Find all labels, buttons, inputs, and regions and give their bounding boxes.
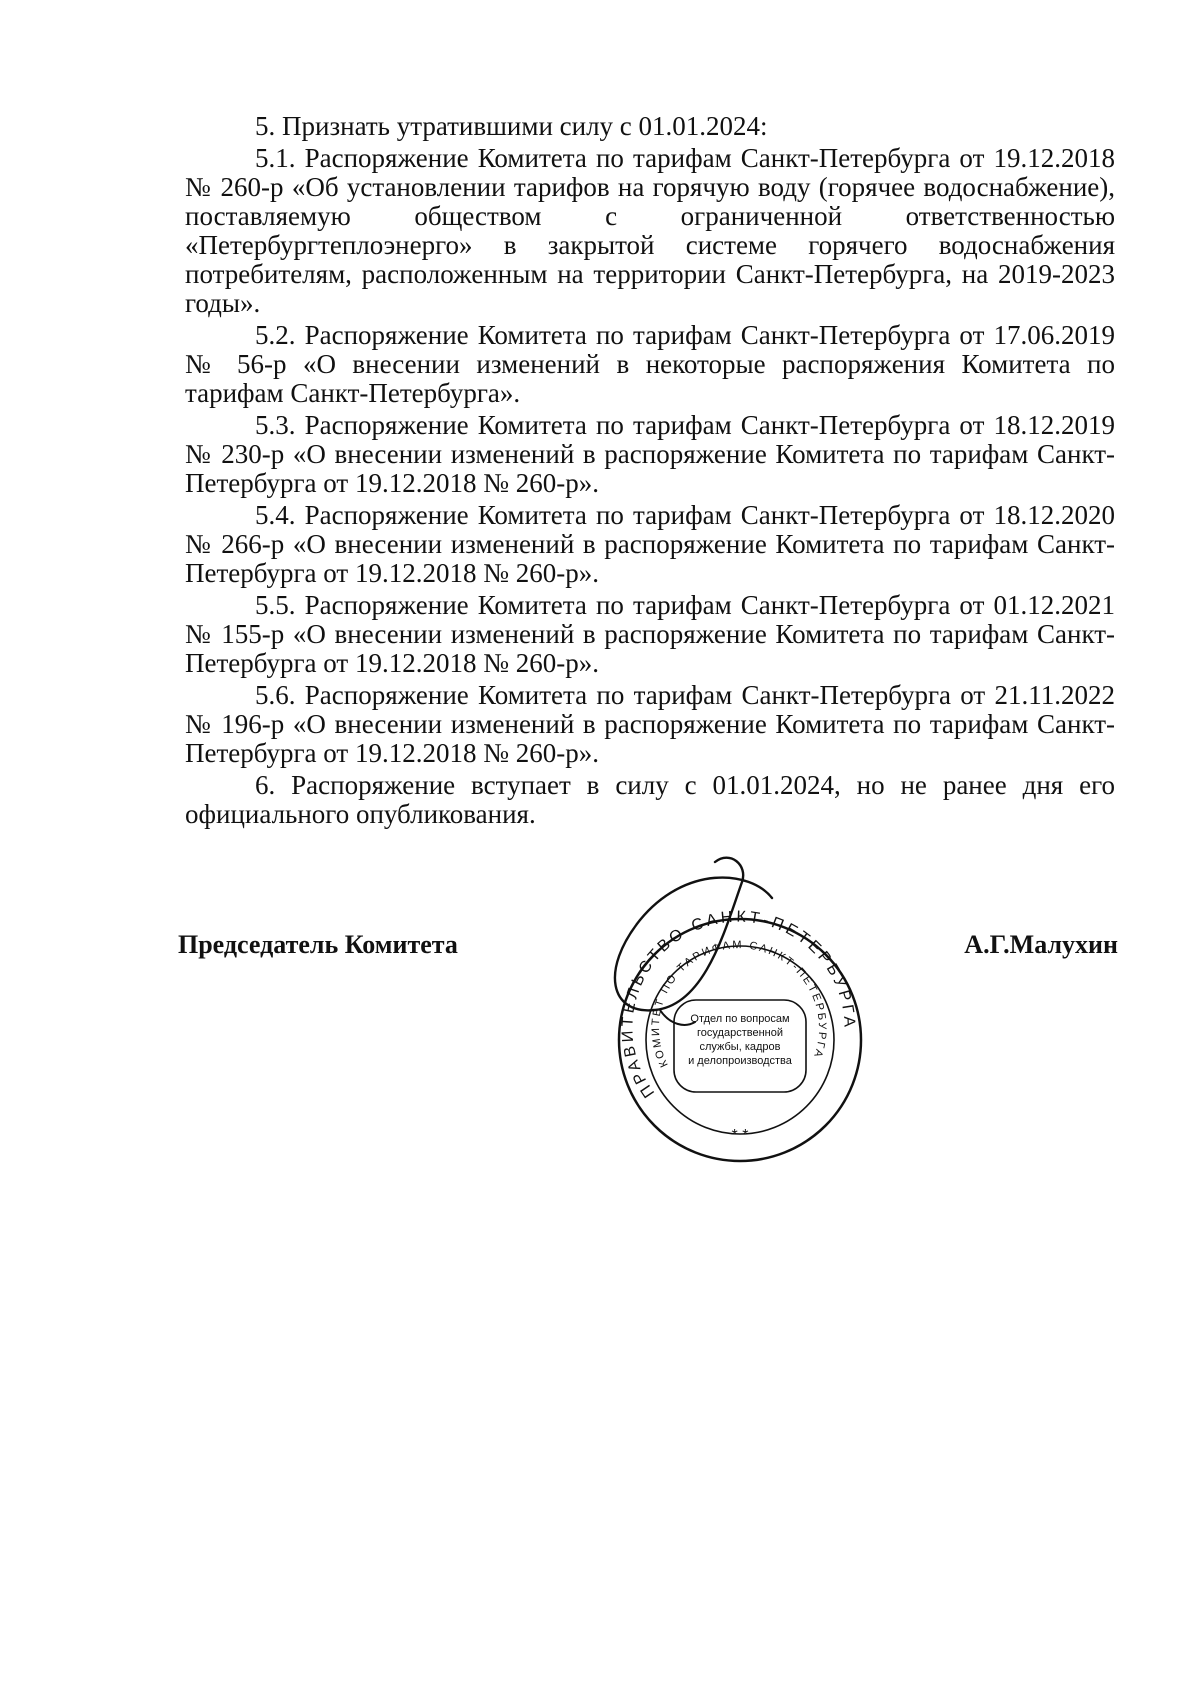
seal-center-line-2: государственной (697, 1027, 783, 1039)
signatory-role: Председатель Комитета (178, 930, 458, 959)
paragraph-5-2: 5.2. Распоряжение Комитета по тарифам Санкт-Петербурга от 17.06.2019 № 56-р «О внесении изменений в некоторые распоряжения Комитета по тарифам Санкт-Петербурга». (185, 320, 1115, 408)
seal-center-line-1: Отдел по вопросам (690, 1013, 790, 1025)
paragraph-5-6: 5.6. Распоряжение Комитета по тарифам Санкт-Петербурга от 21.11.2022 № 196-р «О внесении изменений в распоряжение Комитета по тарифам Санкт-Петербурга от 19.12.2018 № 260-р». (185, 680, 1115, 768)
paragraph-5-5: 5.5. Распоряжение Комитета по тарифам Санкт-Петербурга от 01.12.2021 № 155-р «О внесении изменений в распоряжение Комитета по тарифам Санкт-Петербурга от 19.12.2018 № 260-р». (185, 590, 1115, 678)
seal-graphic (600, 810, 880, 1170)
paragraph-5: 5. Признать утратившими силу с 01.01.2024: (255, 111, 768, 141)
paragraph-5-1: 5.1. Распоряжение Комитета по тарифам Санкт-Петербурга от 19.12.2018 № 260-р «Об установлении тарифов на горячую воду (горячее водоснабжение), поставляемую обществом с ограниченной ответственностью «Петербургтеплоэнерго» в закрытой системе горячего водоснабжения потребителям, расположенным на территории Санкт-Петербурга, на 2019-2023 годы». (185, 143, 1115, 318)
seal-center-line-4: и делопроизводства (688, 1055, 792, 1067)
seal-outer-textpath: ПРАВИТЕЛЬСТВО САНКТ-ПЕТЕРБУРГА (619, 908, 858, 1101)
signatory-name: А.Г.Малухин (964, 930, 1118, 959)
seal-stars: * * (731, 1127, 749, 1144)
paragraph-6: 6. Распоряжение вступает в силу с 01.01.2024, но не ранее дня его официального опубликования. (185, 770, 1115, 829)
seal-inner-textpath: КОМИТЕТ ПО ТАРИФАМ САНКТ-ПЕТЕРБУРГА (649, 939, 829, 1069)
paragraph-5-4: 5.4. Распоряжение Комитета по тарифам Санкт-Петербурга от 18.12.2020 № 266-р «О внесении изменений в распоряжение Комитета по тарифам Санкт-Петербурга от 19.12.2018 № 260-р». (185, 500, 1115, 588)
seal-center-line-3: службы, кадров (699, 1041, 781, 1053)
official-seal (600, 810, 880, 1170)
document-body (185, 112, 1115, 832)
paragraph-5-3: 5.3. Распоряжение Комитета по тарифам Санкт-Петербурга от 18.12.2019 № 230-р «О внесении изменений в распоряжение Комитета по тарифам Санкт-Петербурга от 19.12.2018 № 260-р». (185, 410, 1115, 498)
